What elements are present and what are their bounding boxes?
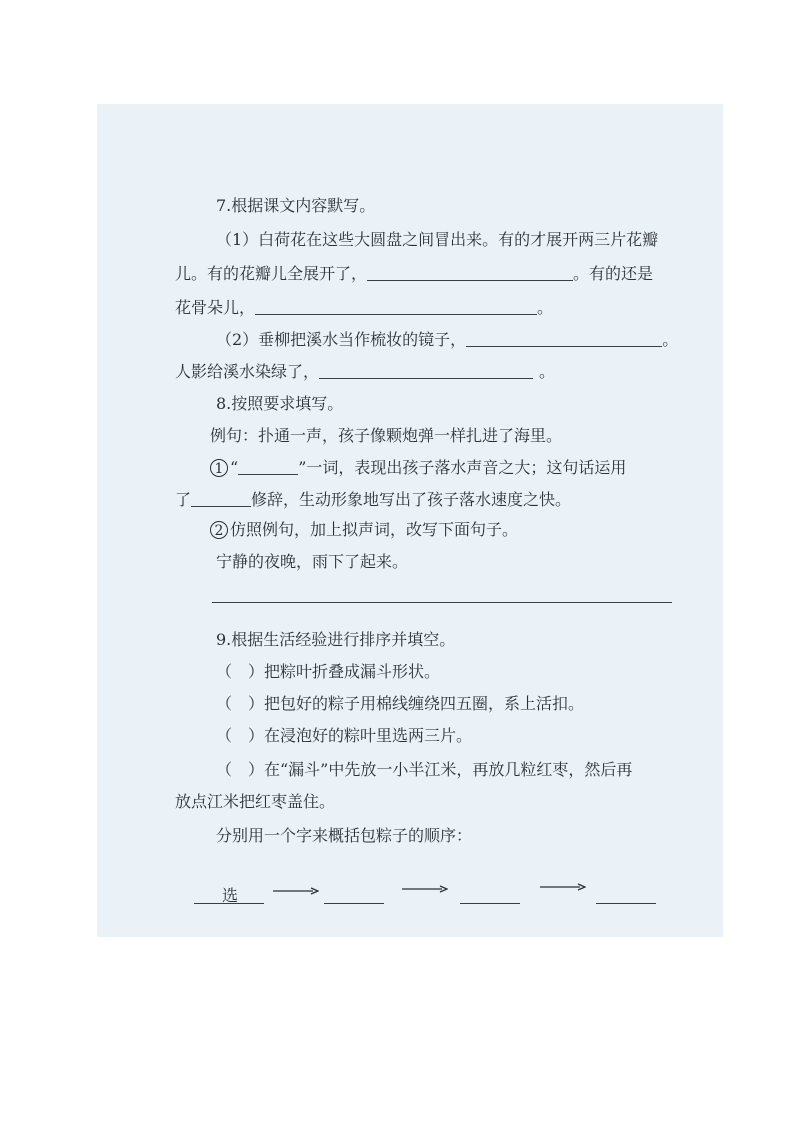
q8-sub1-line1 <box>210 458 626 478</box>
q7-part2-line1-prefix: （2）垂柳把溪水当作梳妆的镜子， <box>216 330 467 349</box>
q7-part2-line2-prefix: 人影给溪水染绿了， <box>175 362 320 381</box>
q8-blank-word[interactable] <box>238 458 298 475</box>
q7-part1-line2-prefix: 儿。有的花瓣儿全展开了， <box>175 264 368 283</box>
q8-sub1-line2-text: 修辞，生动形象地写出了孩子落水速度之快。 <box>251 490 572 509</box>
arrow-right-icon <box>273 886 319 896</box>
q9-blank-2[interactable] <box>324 903 384 904</box>
q7-blank-3[interactable] <box>466 330 662 347</box>
q7-part1-line3-suffix: 。 <box>537 298 554 317</box>
q7-blank-2[interactable] <box>255 298 537 315</box>
q8-sub2-text: 仿照例句，加上拟声词，改写下面句子。 <box>230 520 519 539</box>
q9-item-4: （ ）在“漏斗”中先放一小半江米，再放几粒红枣，然后再 <box>216 760 633 779</box>
q7-part2-line1-suffix: 。 <box>662 330 679 349</box>
q8-sub2-number: 2 <box>210 521 228 539</box>
q9-title: 9.根据生活经验进行排序并填空。 <box>216 630 456 649</box>
q8-sub1-number: 1 <box>210 459 228 477</box>
q8-title: 8.按照要求填写。 <box>216 394 344 413</box>
q7-part2-line1 <box>216 330 678 350</box>
q7-part1-line3 <box>175 298 553 318</box>
q7-part2-line2-suffix: 。 <box>539 362 556 381</box>
q7-title: 7.根据课文内容默写。 <box>216 196 376 215</box>
q8-sentence: 宁静的夜晚，雨下了起来。 <box>216 552 409 571</box>
q9-summary-prompt: 分别用一个字来概括包粽子的顺序： <box>216 826 473 845</box>
q9-item-4-continued: 放点江米把红枣盖住。 <box>175 792 336 811</box>
q7-part2-line2 <box>175 362 555 382</box>
q8-sub1-open-quote: “ <box>230 458 239 477</box>
q8-answer-line[interactable] <box>212 602 672 603</box>
q8-blank-rhetoric[interactable] <box>191 490 251 507</box>
q7-part1-line3-prefix: 花骨朵儿， <box>175 298 256 317</box>
q9-item-2: （ ）把包好的粽子用棉线缠绕四五圈，系上活扣。 <box>216 694 585 713</box>
q9-first-step: 选 <box>222 886 239 905</box>
q8-sub1-line1-text: ”一词，表现出孩子落水声音之大；这句话运用 <box>298 458 627 477</box>
q8-sub1-line2 <box>175 490 571 510</box>
q8-sub1-line2-prefix: 了 <box>175 490 192 509</box>
q8-example: 例句：扑通一声，孩子像颗炮弹一样扎进了海里。 <box>210 426 563 445</box>
q7-blank-4[interactable] <box>319 362 533 379</box>
q9-blank-4[interactable] <box>596 903 656 904</box>
q7-part1-line2 <box>175 264 653 284</box>
arrow-right-icon <box>540 882 586 892</box>
q8-sub2 <box>210 520 518 540</box>
arrow-right-icon <box>402 884 448 894</box>
q9-item-1: （ ）把粽叶折叠成漏斗形状。 <box>216 662 441 681</box>
q7-part1-line1: （1）白荷花在这些大圆盘之间冒出来。有的才展开两三片花瓣 <box>216 230 659 249</box>
q7-part1-line2-suffix: 。有的还是 <box>573 264 654 283</box>
q9-blank-3[interactable] <box>460 903 520 904</box>
q7-blank-1[interactable] <box>367 264 573 281</box>
q9-blank-1[interactable] <box>194 903 264 904</box>
q9-item-3: （ ）在浸泡好的粽叶里选两三片。 <box>216 726 473 745</box>
